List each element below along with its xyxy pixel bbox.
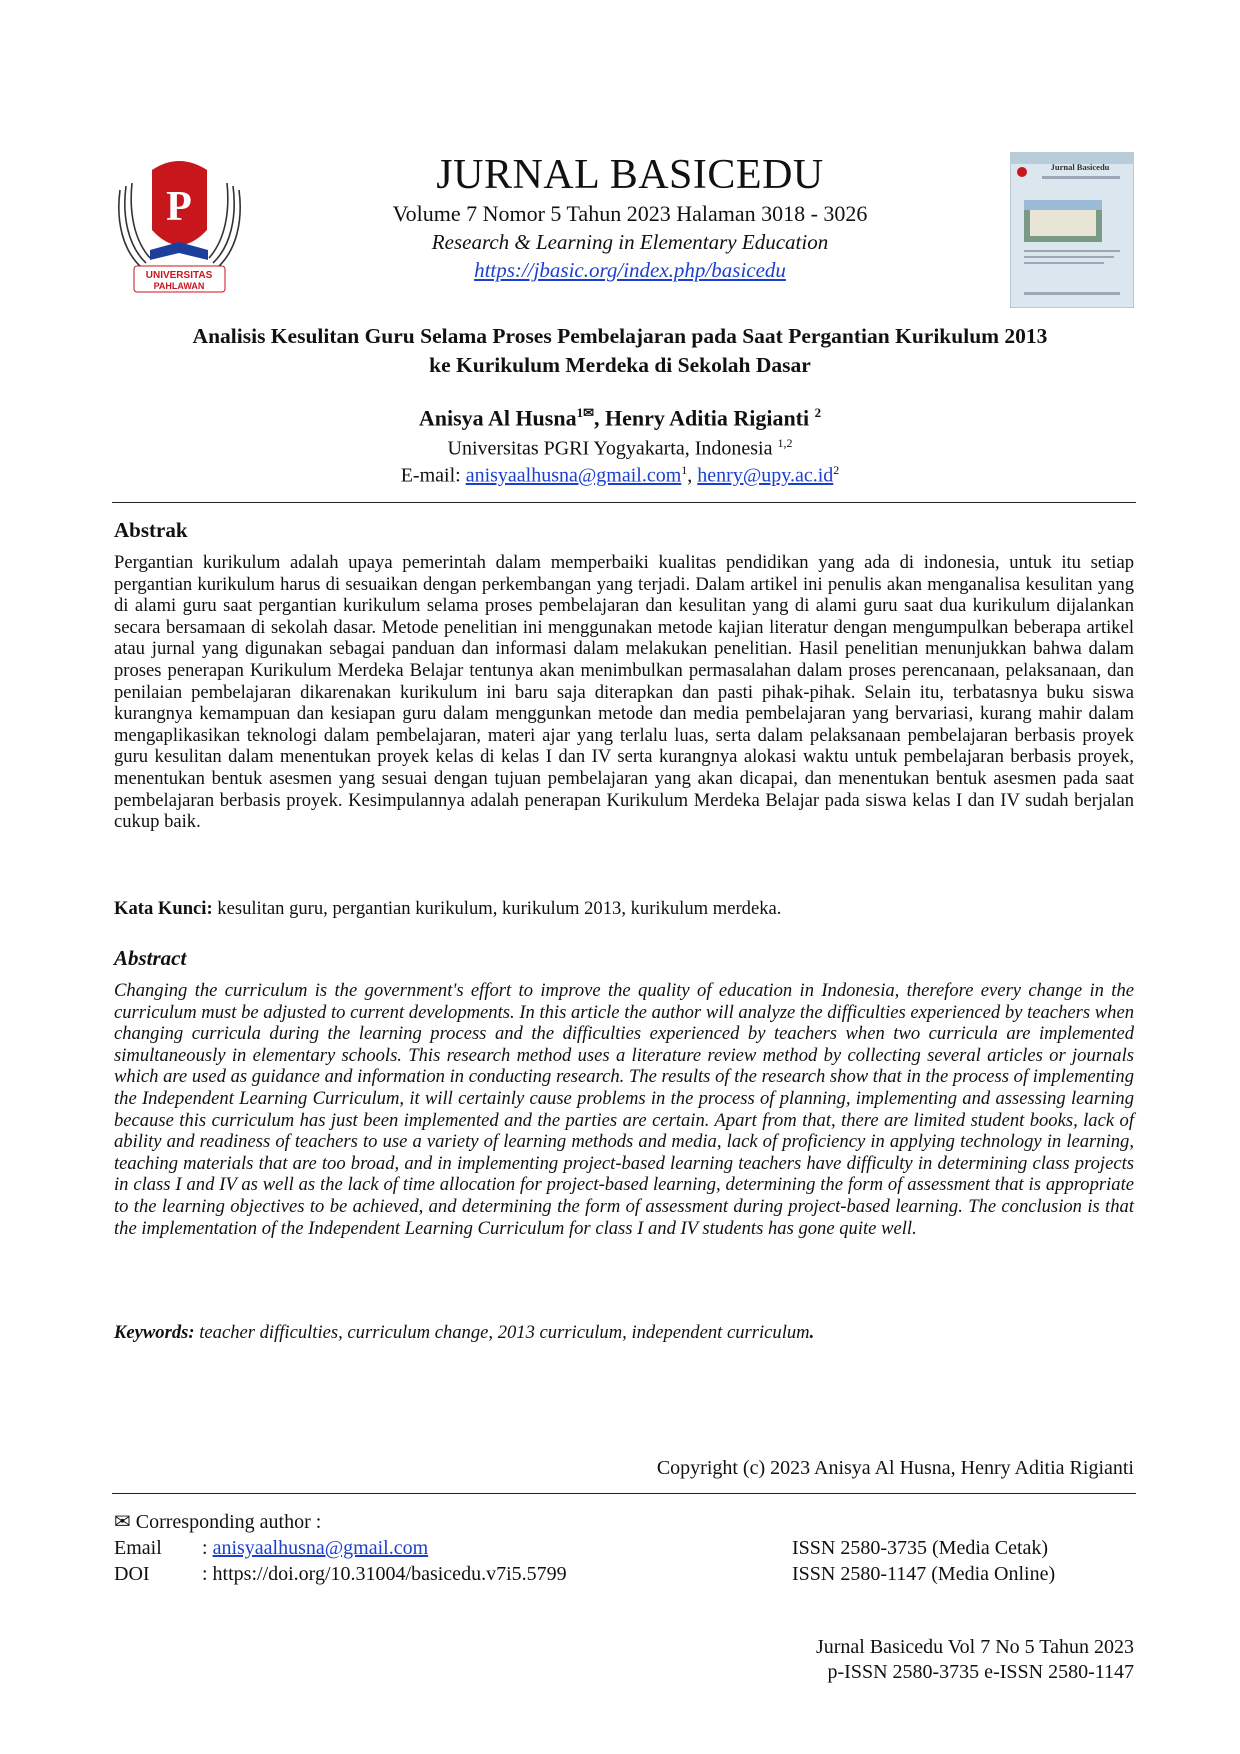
envelope-icon: ✉ [114,1511,131,1533]
article-title: Analisis Kesulitan Guru Selama Proses Pembelajaran pada Saat Pergantian Kurikulum 2013 ke Kurikulum Merdeka di Sekolah Dasar [192,324,1048,377]
journal-header [300,150,960,284]
abstract-heading: Abstract [114,946,187,970]
journal-url-link[interactable]: https://jbasic.org/index.php/basicedu [474,258,786,282]
footer-divider [112,1493,1136,1494]
issn-online: ISSN 2580-1147 (Media Online) [792,1563,1056,1585]
university-logo [112,150,247,300]
journal-subtitle: Research & Learning in Elementary Education [431,230,829,254]
corresponding-email-link[interactable]: anisyaalhusna@gmail.com [212,1537,429,1559]
issn-print: ISSN 2580-3735 (Media Cetak) [792,1537,1049,1559]
abstrak-heading: Abstrak [114,518,188,542]
author-1-email-link[interactable]: anisyaalhusna@gmail.com [465,464,682,487]
abstrak-keywords: Kata Kunci: kesulitan guru, pergantian kurikulum, kurikulum 2013, kurikulum merdeka. [114,898,782,919]
corresponding-author-label: ✉ Corresponding author : [114,1511,322,1533]
journal-title: JURNAL BASICEDU [436,152,824,198]
logo-text: UNIVERSITAS [145,270,213,281]
issn-info [792,1535,1055,1587]
doi-value: : https://doi.org/10.31004/basicedu.v7i5.5799 [202,1563,567,1585]
abstract-keywords: Keywords: teacher difficulties, curriculum change, 2013 curriculum, independent curriculum. [114,1322,815,1343]
header-divider [112,502,1136,503]
journal-volume: Volume 7 Nomor 5 Tahun 2023 Halaman 3018 - 3026 [392,201,868,226]
corresponding-author-details: Email : anisyaalhusna@gmail.com DOI : https://doi.org/10.31004/basicedu.v7i5.5799 [114,1537,567,1585]
journal-cover-image [1010,152,1134,308]
affiliation: Universitas PGRI Yogyakarta, Indonesia $^{1,2}$ [447,436,793,460]
author-2: , Henry Aditia Rigianti [594,405,810,431]
svg-text:P: P [166,184,192,230]
author-list: Anisya Al Husna$^{1✉}$, Henry Aditia Rigianti $^2$ [418,405,822,431]
svg-text:PAHLAWAN: PAHLAWAN [153,281,205,291]
author-emails: E-mail: anisyaalhusna@gmail.com$^1$, $henry@upy.ac.id^2$ [400,463,840,487]
author-2-email-link[interactable]: henry@upy.ac.id [697,464,834,487]
cover-title: Jurnal Basicedu [1050,162,1110,172]
abstract-body: Changing the curriculum is the government's effort to improve the quality of education in Indonesia, therefore every change in the curriculum must be adjusted to current developments. In this article the author will analyze the difficulties experienced by teachers when changing curricula during the learning process and the difficulties experienced by teachers when two curricula are implemented simultaneously in elementary schools. This research method uses a literature review method by collecting several articles or journals which are used as guidance and information in conducting research. The results of the research show that in the process of implementing the Independent Learning Curriculum, it will certainly cause problems in the process of planning, implementing and assessing learning because this curriculum has just been implemented and the parties are certain. Apart from that, there are limited student books, lack of ability and readiness of teachers to use a variety of learning methods and media, lack of proficiency in applying technology in learning, teaching materials that are too broad, and in implementing project-based learning teachers have difficulty in determining class projects in class I and IV as well as the lack of time allocation for project-based learning, determining the form of assessment that is appropriate to the learning objectives to be achieved, and determining the form of assessment during project-based learning. The conclusion is that the implementation of the Independent Learning Curriculum for class I and IV students has gone quite well. [114,980,1134,1239]
author-1: Anisya Al Husna [418,405,577,431]
email-label: Email [114,1537,162,1559]
abstrak-body: Pergantian kurikulum adalah upaya pemerintah dalam memperbaiki kualitas pendidikan yang ada di indonesia, untuk itu setiap pergantian kurikulum harus di sesuaikan dengan perkembangan yang terjadi. Dalam artikel ini penulis akan menganalisa kesulitan yang di alami guru saat pergantian kurikulum selama proses pembelajaran dan kesulitan yang di alami guru saat dua kurikulum dijalankan secara bersamaan di sekolah dasar. Metode penelitian ini menggunakan metode kajian literatur dengan mengumpulkan beberapa artikel atau jurnal yang digunakan sebagai panduan dan informasi dalam melakukan penelitian. Hasil penelitian menunjukkan bahwa dalam proses penerapan Kurikulum Merdeka Belajar tentunya akan menimbulkan permasalahan dalam proses perencanaan, pelaksanaan, dan penilaian pembelajaran dikarenakan kurikulum ini baru saja diterapkan dan pasti pihak-pihak. Selain itu, terbatasnya buku siswa kurangnya kemampuan dan kesiapan guru dalam menggunkan metode dan media pembelajaran yang bervariasi, kurang mahir dalam mengaplikasikan teknologi dalam pembelajaran, materi ajar yang terlalu luas, serta dalam pelaksanaan pembelajaran berbasis proyek guru kesulitan dalam menentukan proyek kelas di kelas I dan IV serta kurangnya alokasi waktu untuk pembelajaran berbasis proyek, menentukan bentuk asesmen yang sesuai dengan tujuan pembelajaran yang akan dicapai, dan menentukan bentuk asesmen pada saat pembelajaran berbasis proyek. Kesimpulannya adalah penerapan Kurikulum Merdeka Belajar pada siswa kelas I dan IV sudah berjalan cukup baik. [114,552,1134,833]
copyright-notice: Copyright (c) 2023 Anisya Al Husna, Henry Aditia Rigianti [656,1457,1134,1479]
doi-label: DOI [114,1563,150,1585]
envelope-icon: ✉ [583,405,594,420]
running-footer: Jurnal Basicedu Vol 7 No 5 Tahun 2023 p-ISSN 2580-3735 e-ISSN 2580-1147 [815,1636,1134,1683]
